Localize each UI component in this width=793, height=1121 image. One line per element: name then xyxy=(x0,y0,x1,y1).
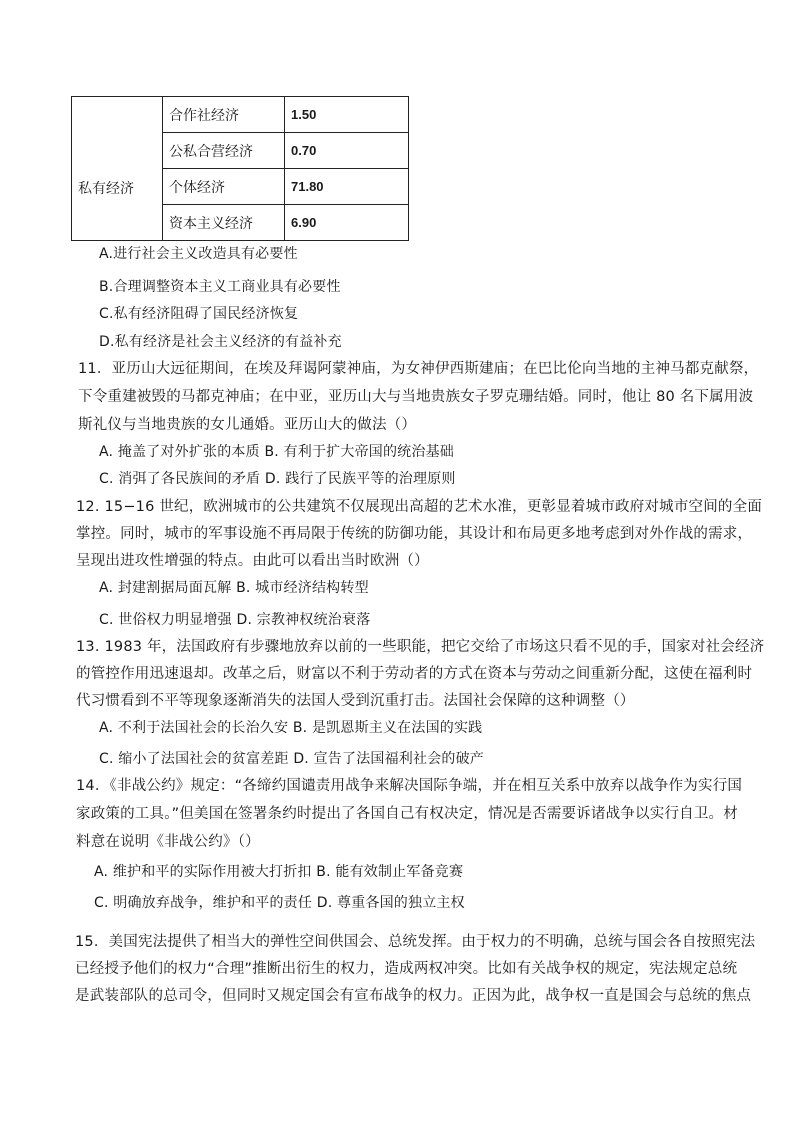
q13-options-ab: A. 不利于法国社会的长治久安 B. 是凯恩斯主义在法国的实践 xyxy=(99,720,483,736)
q11-options-cd: C. 消弭了各民族间的矛盾 D. 践行了民族平等的治理原则 xyxy=(99,471,456,487)
table-cell-value: 1.50 xyxy=(285,97,409,133)
q13-stem-line: 13. 1983 年，法国政府有步骤地放弃以前的一些职能，把它交给了市场这只看不见的手，国家对社会经济 xyxy=(76,639,765,655)
table-cell-type: 合作社经济 xyxy=(163,97,285,133)
q11-stem-line: 斯礼仪与当地贵族的女儿通婚。亚历山大的做法（） xyxy=(78,417,417,433)
q15-stem-line: 15．美国宪法提供了相当大的弹性空间供国会、总统发挥。由于权力的不明确，总统与国会各自按照宪法 xyxy=(75,934,756,950)
table-cell-type: 个体经济 xyxy=(163,169,285,205)
q14-options-ab: A. 维护和平的实际作用被大打折扣 B. 能有效制止军备竞赛 xyxy=(94,864,464,880)
q15-stem-line: 已经授予他们的权力“合理”推断出衍生的权力，造成两权冲突。比如有关战争权的规定，宪法规定总统 xyxy=(75,961,738,977)
q14-options-cd: C. 明确放弃战争，维护和平的责任 D. 尊重各国的独立主权 xyxy=(94,895,465,911)
q13-stem-line: 的管控作用迅速退却。改革之后，财富以不利于劳动者的方式在资本与劳动之间重新分配，这使在福利时 xyxy=(76,666,753,682)
q10-option-d: D.私有经济是社会主义经济的有益补充 xyxy=(99,334,342,350)
q14-stem-line: 料意在说明《非战公约》（） xyxy=(76,834,260,850)
q10-option-b: B.合理调整资本主义工商业具有必要性 xyxy=(99,279,341,295)
q12-options-ab: A. 封建割据局面瓦解 B. 城市经济结构转型 xyxy=(99,580,369,596)
q10-option-a: A.进行社会主义改造具有必要性 xyxy=(99,246,298,262)
q13-options-cd: C. 缩小了法国社会的贫富差距 D. 宣告了法国福利社会的破产 xyxy=(99,751,485,767)
economy-share-table xyxy=(71,96,409,241)
table-row xyxy=(72,133,409,169)
table-cell-group xyxy=(72,97,163,133)
table-cell-value: 71.80 xyxy=(285,169,409,205)
q13-stem-line: 代习惯看到不平等现象逐渐消失的法国人受到沉重打击。法国社会保障的这种调整（） xyxy=(76,693,635,709)
q10-option-c: C.私有经济阻碍了国民经济恢复 xyxy=(99,306,299,322)
q12-stem-line: 12. 15−16 世纪，欧洲城市的公共建筑不仅展现出高超的艺术水准，更彰显着城市政府对城市空间的全面 xyxy=(76,499,763,515)
q11-stem-line: 下令重建被毁的马都克神庙；在中亚，亚历山大与当地贵族女子罗克珊结婚。同时，他让 80 名下属用波 xyxy=(78,389,754,405)
table-row xyxy=(72,169,409,205)
table-cell-type: 资本主义经济 xyxy=(163,205,285,241)
table-cell-value: 0.70 xyxy=(285,133,409,169)
q11-stem-line: 11．亚历山大远征期间，在埃及拜谒阿蒙神庙，为女神伊西斯建庙；在巴比伦向当地的主神马都克献祭， xyxy=(78,361,759,377)
q12-stem-line: 掌控。同时，城市的军事设施不再局限于传统的防御功能，其设计和布局更多地考虑到对外作战的需求， xyxy=(76,526,753,542)
q14-stem-line: 14．《非战公约》规定：“各缔约国谴责用战争来解决国际争端，并在相互关系中放弃以战争作为实行国 xyxy=(76,778,743,794)
table-cell-group: 私有经济 xyxy=(72,169,163,241)
table-cell-value: 6.90 xyxy=(285,205,409,241)
q15-stem-line: 是武装部队的总司令，但同时又规定国会有宣布战争的权力。正因为此，战争权一直是国会与总统的焦点 xyxy=(75,988,752,1004)
table-cell-type: 公私合营经济 xyxy=(163,133,285,169)
table-row xyxy=(72,97,409,133)
q12-stem-line: 呈现出进攻性增强的特点。由此可以看出当时欧洲（） xyxy=(76,553,429,569)
q14-stem-line: 家政策的工具。”但美国在签署条约时提出了各国自己有权决定，情况是否需要诉诸战争以实行自卫。材 xyxy=(76,806,738,822)
q11-options-ab: A. 掩盖了对外扩张的本质 B. 有利于扩大帝国的统治基础 xyxy=(99,444,454,460)
table-cell-group xyxy=(72,133,163,169)
q12-options-cd: C. 世俗权力明显增强 D. 宗教神权统治衰落 xyxy=(99,612,371,628)
